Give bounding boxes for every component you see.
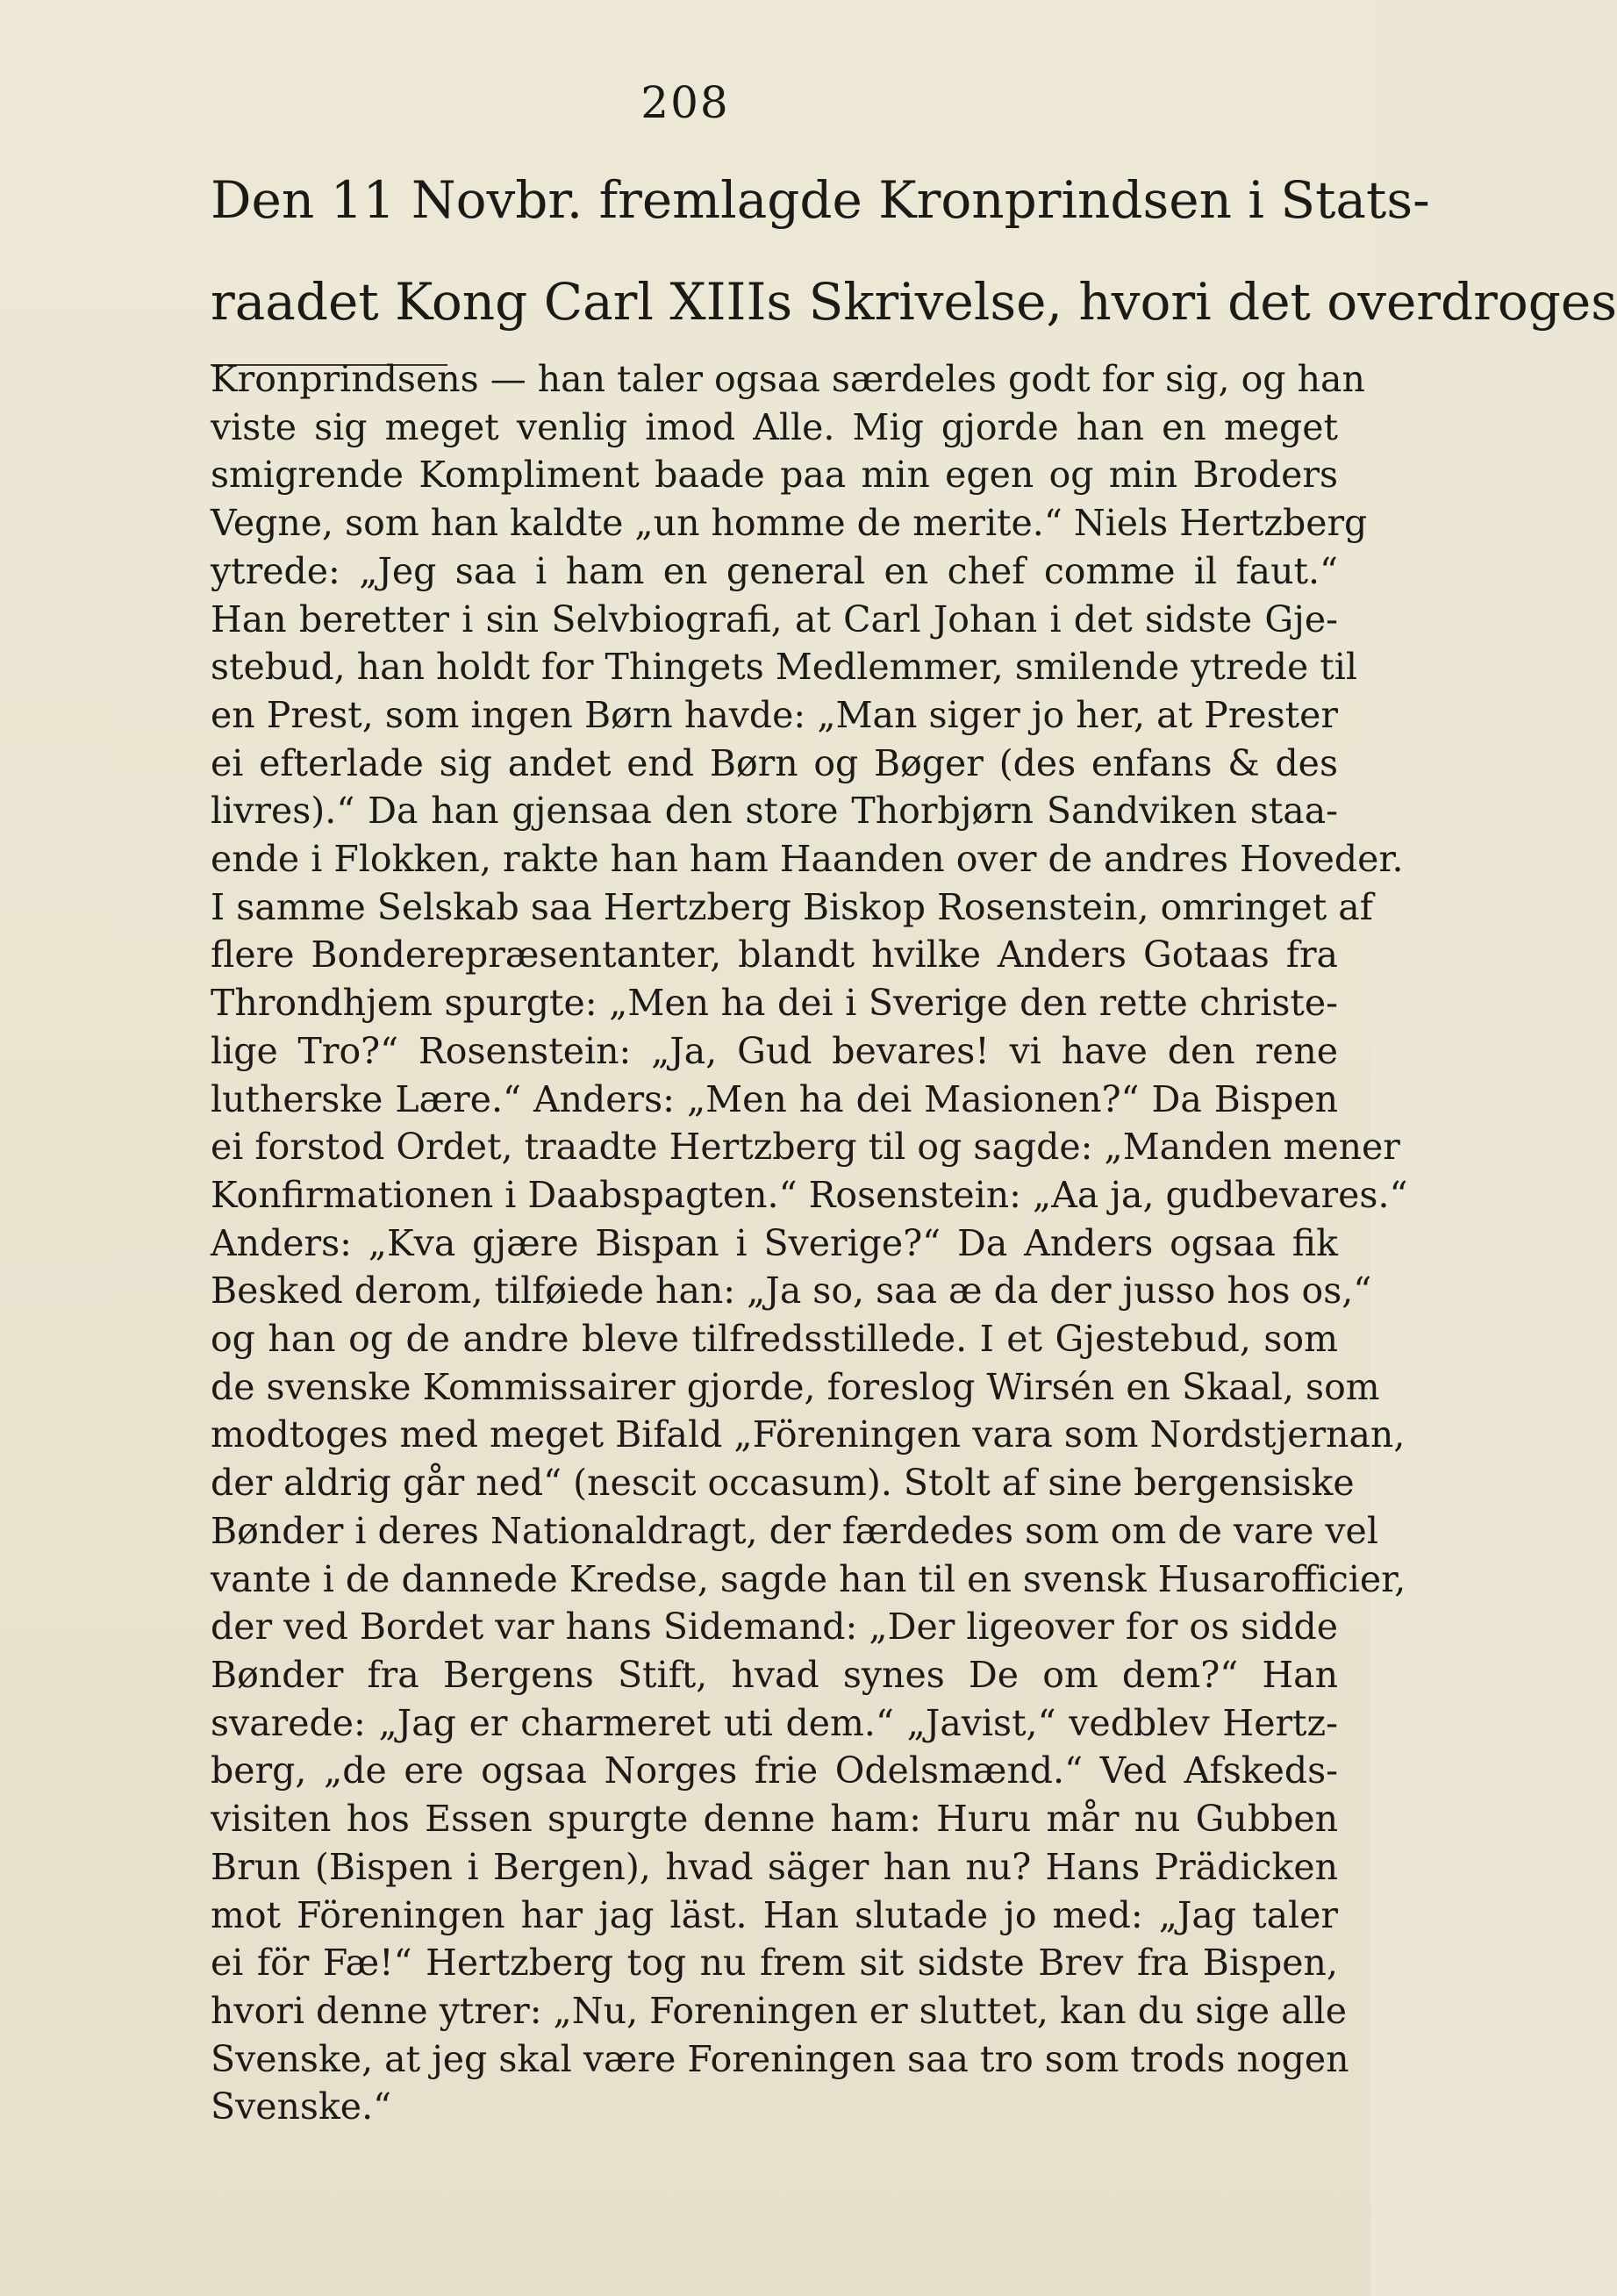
text-line: lige Tro?“ Rosenstein: „Ja, Gud bevares! vi have den rene	[211, 1029, 1338, 1072]
text-line: Besked derom, tilføiede han: „Ja so, saa æ da der jusso hos os,“	[211, 1270, 1372, 1313]
page-number: 208	[640, 77, 730, 128]
text-line: Throndhjem spurgte: „Men ha dei i Sverige den rette christe-	[211, 982, 1338, 1025]
text-line: der ved Bordet var hans Sidemand: „Der ligeover for os sidde	[211, 1606, 1339, 1649]
text-line: hvori denne ytrer: „Nu, Foreningen er sluttet, kan du sige alle	[211, 1989, 1348, 2032]
text-line: ei forstod Ordet, traadte Hertzberg til og sagde: „Manden mener	[211, 1126, 1400, 1169]
text-line: viste sig meget venlig imod Alle. Mig gjorde han en meget	[211, 405, 1338, 448]
text-line: mot Föreningen har jag läst. Han slutade jo med: „Jag taler	[211, 1893, 1338, 1936]
text-line: ei efterlade sig andet end Børn og Bøger (des enfans & des	[211, 741, 1338, 784]
text-line: der aldrig går ned“ (nescit occasum). Stolt af sine bergensiske	[211, 1462, 1355, 1505]
text-line: modtoges med meget Bifald „Föreningen vara som Nordstjernan,	[211, 1413, 1406, 1456]
text-line: en Prest, som ingen Børn havde: „Man siger jo her, at Prester	[211, 693, 1338, 736]
text-line: vante i de dannede Kredse, sagde han til en svensk Husarofficier,	[211, 1557, 1406, 1600]
text-line: svarede: „Jag er charmeret uti dem.“ „Javist,“ vedblev Hertz-	[211, 1701, 1338, 1744]
text-line: Kronprindsens — han taler ogsaa særdeles godt for sig, og han	[211, 358, 1365, 400]
text-line: I samme Selskab saa Hertzberg Biskop Rosenstein, omringet af	[211, 885, 1373, 928]
text-line: Konfirmationen i Daabspagten.“ Rosenstein: „Aa ja, gudbevares.“	[211, 1173, 1408, 1216]
text-line: og han og de andre bleve tilfredsstillede. I et Gjestebud, som	[211, 1318, 1338, 1361]
text-line: Svenske, at jeg skal være Foreningen saa tro som trods nogen	[211, 2037, 1349, 2080]
text-line: lutherske Lære.“ Anders: „Men ha dei Masionen?“ Da Bispen	[211, 1077, 1338, 1120]
text-line: Svenske.“	[211, 2085, 392, 2128]
text-line: berg, „de ere ogsaa Norges frie Odelsmænd.“ Ved Afskeds-	[211, 1749, 1338, 1792]
text-line: de svenske Kommissairer gjorde, foreslog Wirsén en Skaal, som	[211, 1365, 1380, 1408]
text-line: Den 11 Novbr. fremlagde Kronprindsen i Stats-	[211, 170, 1430, 230]
text-line: Han beretter i sin Selvbiografi, at Carl Johan i det sidste Gje-	[211, 597, 1338, 640]
text-line: flere Bonderepræsentanter, blandt hvilke Anders Gotaas fra	[211, 933, 1338, 976]
text-line: ende i Flokken, rakte han ham Haanden over de andres Hoveder.	[211, 838, 1404, 881]
text-line: Vegne, som han kaldte „un homme de merite.“ Niels Hertzberg	[211, 502, 1368, 545]
top-paragraph	[211, 149, 1617, 353]
text-line: stebud, han holdt for Thingets Medlemmer, smilende ytrede til	[211, 646, 1357, 689]
text-line: Brun (Bispen i Bergen), hvad säger han nu? Hans Prädicken	[211, 1845, 1338, 1888]
text-line: livres).“ Da han gjensaa den store Thorbjørn Sandviken staa-	[211, 790, 1338, 833]
text-line: smigrende Kompliment baade paa min egen og min Broders	[211, 454, 1338, 497]
main-paragraph	[211, 355, 1408, 2131]
text-line: ytrede: „Jeg saa i ham en general en chef comme il faut.“	[211, 549, 1338, 592]
text-line: Bønder fra Bergens Stift, hvad synes De om dem?“ Han	[211, 1653, 1338, 1696]
text-line: Bønder i deres Nationaldragt, der færdedes som om de vare vel	[211, 1509, 1378, 1552]
text-line: visiten hos Essen spurgte denne ham: Huru mår nu Gubben	[211, 1798, 1338, 1841]
text-line: raadet Kong Carl XIIIs Skrivelse, hvori det overdroges	[211, 272, 1617, 332]
text-line: Anders: „Kva gjære Bispan i Sverige?“ Da Anders ogsaa fik	[211, 1221, 1338, 1264]
text-line: ei för Fæ!“ Hertzberg tog nu frem sit sidste Brev fra Bispen,	[211, 1942, 1338, 1985]
